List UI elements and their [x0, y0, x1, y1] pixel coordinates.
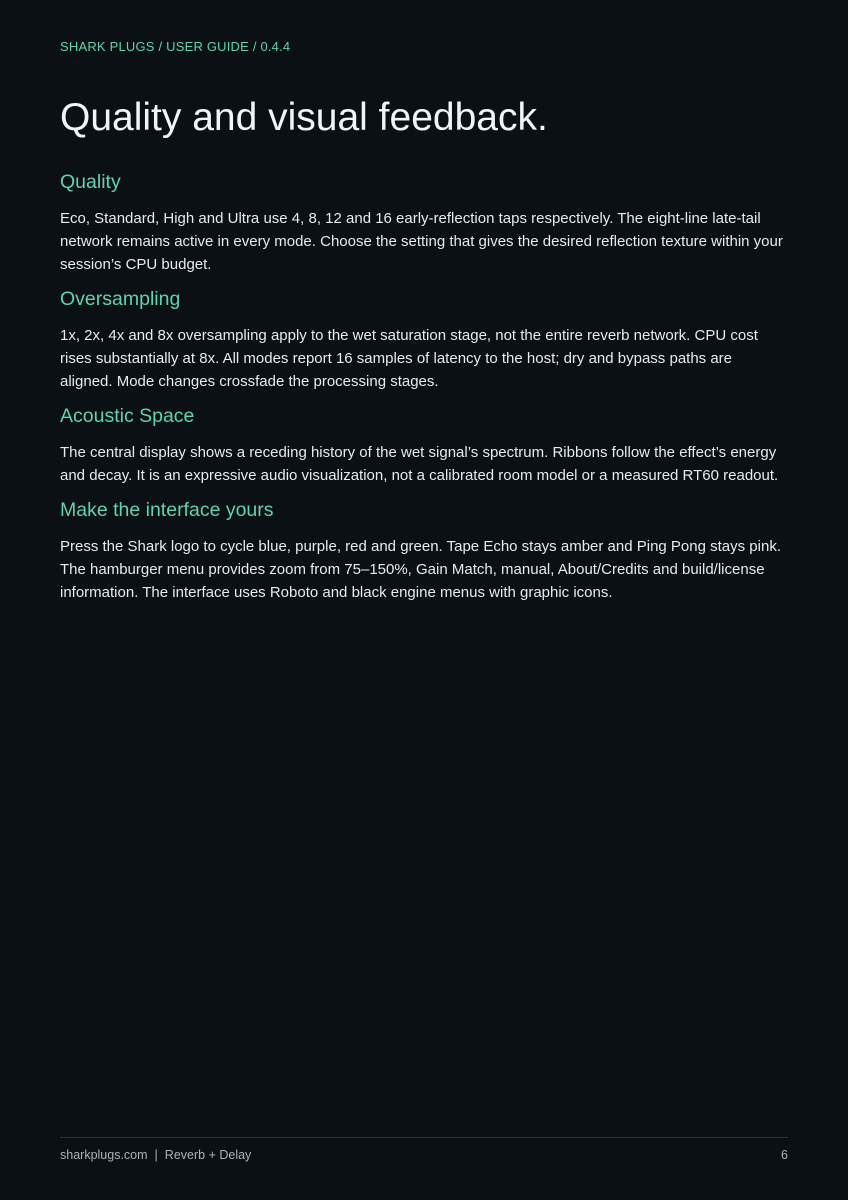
- section-heading: Quality: [60, 171, 121, 193]
- section-quality: [60, 168, 788, 276]
- footer-info: [60, 1148, 251, 1162]
- section-acoustic-space: [60, 402, 788, 487]
- page-title: Quality and visual feedback.: [60, 96, 548, 139]
- section-body: Eco, Standard, High and Ultra use 4, 8, 12 and 16 early-reflection taps respectively. The eight-line late-tail network remains active in every mode. Choose the setting that gives the desired reflection texture within your session’s CPU budget.: [60, 210, 783, 273]
- section-heading: Oversampling: [60, 288, 181, 310]
- document-page: [60, 0, 788, 1200]
- section-body: 1x, 2x, 4x and 8x oversampling apply to the wet saturation stage, not the entire reverb network. CPU cost rises substantially at 8x. All modes report 16 samples of latency to the host; dry and bypass paths are aligned. Mode changes crossfade the processing stages.: [60, 327, 758, 390]
- section-heading: Make the interface yours: [60, 499, 274, 521]
- footer-site-link[interactable]: sharkplugs.com: [60, 1148, 148, 1162]
- footer-separator: |: [154, 1148, 158, 1162]
- section-make-interface-yours: [60, 496, 788, 604]
- page-number: 6: [781, 1148, 788, 1162]
- section-body: Press the Shark logo to cycle blue, purple, red and green. Tape Echo stays amber and Ping Pong stays pink. The hamburger menu provides zoom from 75–150%, Gain Match, manual, About/Credits and build/license information. The interface uses Roboto and black engine menus with graphic icons.: [60, 538, 781, 601]
- breadcrumb: SHARK PLUGS / USER GUIDE / 0.4.4: [60, 39, 291, 54]
- footer-product-name: Reverb + Delay: [164, 1148, 252, 1162]
- footer-divider: [60, 1137, 788, 1138]
- section-body: The central display shows a receding history of the wet signal’s spectrum. Ribbons follow the effect’s energy and decay. It is an expressive audio visualization, not a calibrated room model or a measured RT60 readout.: [60, 444, 779, 484]
- section-heading: Acoustic Space: [60, 405, 195, 427]
- content: [60, 168, 788, 604]
- section-oversampling: [60, 285, 788, 393]
